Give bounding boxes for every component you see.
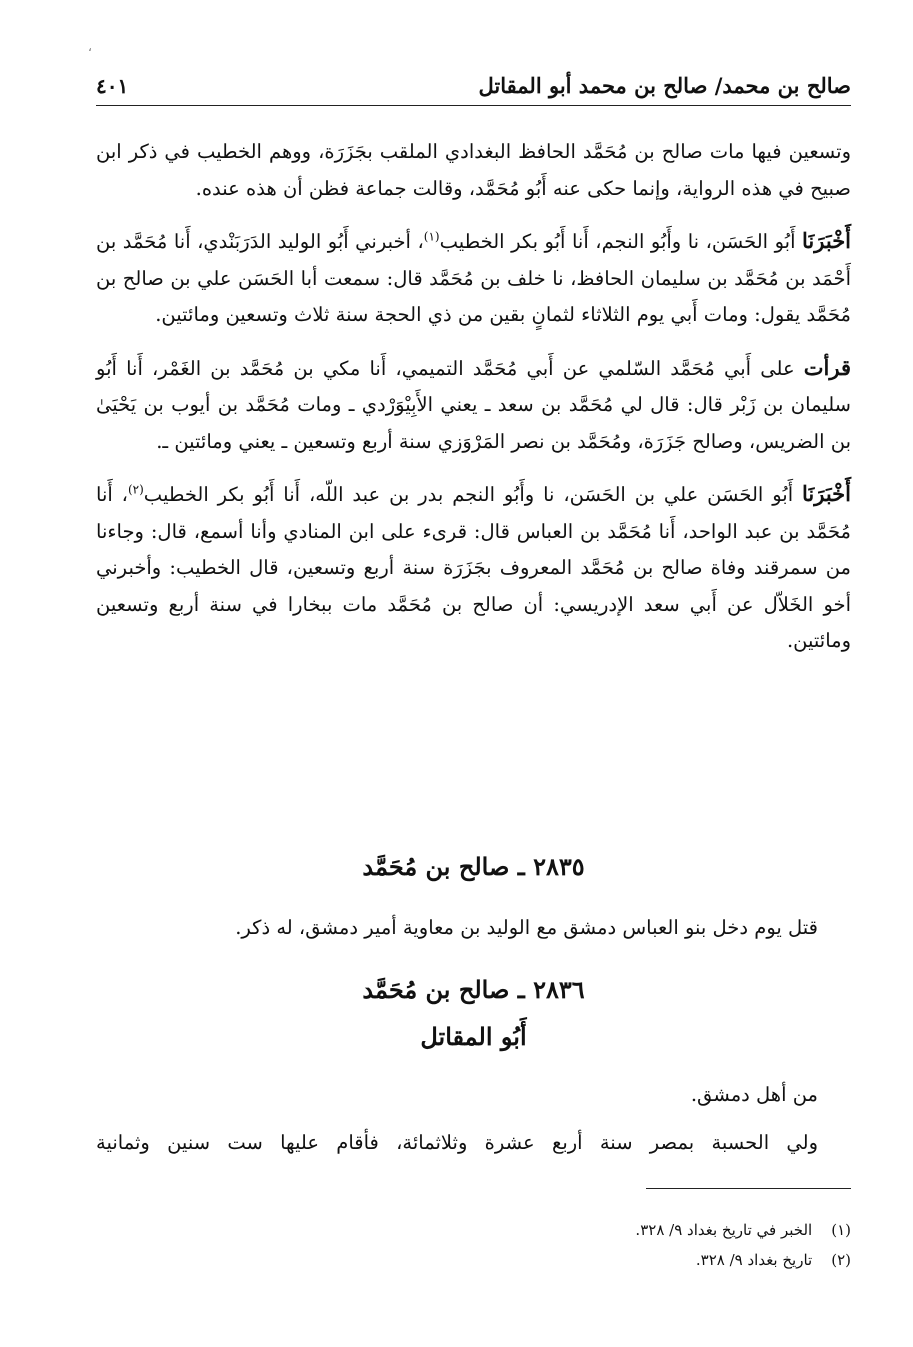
paragraph-text-continued: ، أَنا مُحَمَّد بن عبد الواحد، أَنا مُحَمَّد بن العباس قال: قرىء على ابن المنادي وأنا أسمع، قال: وجاءنا من سمرقند وفاة صالح بن مُحَمَّد المعروف بجَزَرَة سنة أربع وتسعين، قال الخطيب: وأخبرني أخو الخَلاّل عن أَبي سعد الإدريسي: أن صالح بن مُحَمَّد مات ببخارا في سنة أربع وتسعين ومائتين. <box>96 483 851 652</box>
running-head <box>96 66 851 106</box>
paragraph-4 <box>96 476 851 660</box>
entry-2835-text: قتل يوم دخل بنو العباس دمشق مع الوليد بن معاوية أمير دمشق، له ذكر. <box>235 916 818 939</box>
main-text <box>96 134 851 676</box>
paragraph-lead-word: أَخْبَرَنَا <box>802 481 851 506</box>
running-head-title: صالح بن محمد/ صالح بن محمد أبو المقاتل <box>478 73 851 98</box>
paragraph-text: أَبُو الحَسَن علي بن الحَسَن، نا وأَبُو النجم بدر بن عبد اللّه، أَنا أَبُو بكر الخطيب <box>143 483 794 506</box>
entry-2836-subheading: أَبُو المقاتل <box>420 1022 527 1051</box>
paragraph-text-continued: ، أخبرني أَبُو الوليد الدَرَبَنْدي، أَنا مُحَمَّد بن أَحْمَد بن مُحَمَّد بن سليمان الحافظ، نا خلف بن مُحَمَّد قال: سمعت أبا الحَسَن علي بن صالح بن مُحَمَّد يقول: ومات أَبي يوم الثلاثاء لثمانٍ بقين من ذي الحجة سنة ثلاث وتسعين ومائتين. <box>96 230 851 326</box>
paragraph-lead-word: قرأت <box>803 354 851 380</box>
footnote-divider <box>646 1188 851 1189</box>
footnote-ref-1: (١) <box>423 229 440 244</box>
entry-2836-line-1: من أهل دمشق. <box>690 1083 818 1106</box>
paragraph-text: وتسعين فيها مات صالح بن مُحَمَّد الحافظ البغدادي الملقب بجَزَرَة، ووهم الخطيب في ذكر ابن صبيح في هذه الرواية، وإنما حكى عنه أَبُو مُحَمَّد، وقالت جماعة فظن أن هذه عنده. <box>96 140 851 200</box>
entry-2835-heading: ٢٨٣٥ ـ صالح بن مُحَمَّد <box>362 852 585 881</box>
entry-2836-heading: ٢٨٣٦ ـ صالح بن مُحَمَّد <box>362 975 585 1004</box>
corner-mark: ، <box>88 40 92 54</box>
footnote-number: (١) <box>831 1221 851 1239</box>
paragraph-text: أَبُو الحَسَن، نا وأَبُو النجم، أَنا أَبُو بكر الخطيب <box>439 230 796 253</box>
footnote-2 <box>96 1248 851 1272</box>
footnote-number: (٢) <box>831 1251 851 1269</box>
page-number: ٤٠١ <box>96 73 129 98</box>
footnote-ref-2: (٢) <box>127 482 144 497</box>
paragraph-1 <box>96 134 851 207</box>
footnote-text: تاريخ بغداد ٩/ ٣٢٨. <box>695 1251 813 1269</box>
paragraph-3 <box>96 350 851 461</box>
entry-2836-line-2: ولي الحسبة بمصر سنة أربع عشرة وثلاثمائة، فأقام عليها ست سنين وثمانية <box>96 1131 818 1154</box>
paragraph-2 <box>96 223 851 334</box>
footnote-text: الخبر في تاريخ بغداد ٩/ ٣٢٨. <box>635 1221 813 1239</box>
footnote-1 <box>96 1218 851 1242</box>
paragraph-text: على أَبي مُحَمَّد السّلمي عن أَبي مُحَمَّد التميمي، أَنا مكي بن مُحَمَّد بن الغَمْر، أَنا أَبُو سليمان بن زَبْر قال: قال لي مُحَمَّد بن سعد ـ يعني الأَبِيْوَرْدي ـ ومات مُحَمَّد بن أيوب بن يَحْيَىٰ بن الضريس، وصالح جَزَرَة، ومُحَمَّد بن نصر المَرْوَزي سنة أربع وتسعين ـ يعني ومائتين ـ. <box>96 356 851 453</box>
paragraph-lead-word: أَخْبَرَنَا <box>802 228 852 253</box>
